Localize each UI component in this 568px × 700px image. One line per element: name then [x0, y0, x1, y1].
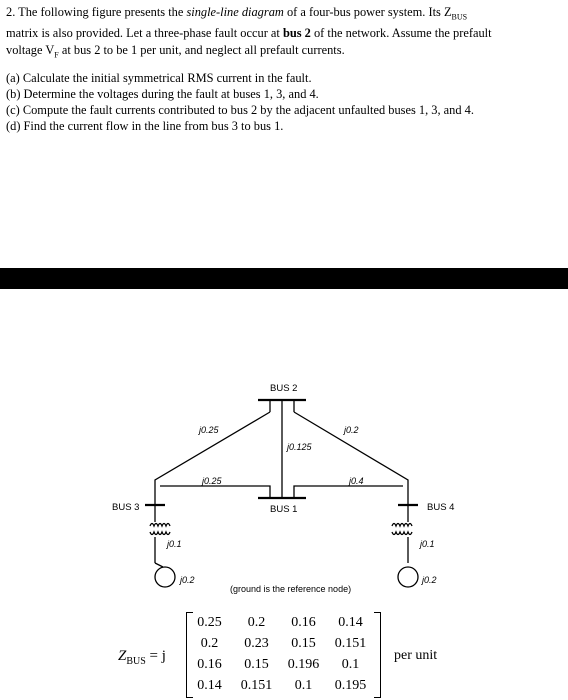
matrix-row-4: [186, 675, 374, 696]
matrix-cell: 0.15: [244, 656, 269, 672]
bus1-label: BUS 1: [270, 504, 298, 515]
bus4-generator-icon: [398, 567, 418, 587]
part-c: (c) Compute the fault currents contributed to bus 2 by the adjacent unfaulted buses 1, 3, and 4.: [6, 103, 474, 117]
matrix-row-2: [186, 633, 374, 654]
matrix-cell: 0.2: [247, 614, 266, 630]
matrix-row-1: [186, 612, 374, 633]
bus3-transformer-secondary: [150, 532, 170, 535]
z-bus2-bus1-label: j0.125: [287, 442, 312, 452]
ground-reference-note: (ground is the reference node): [230, 584, 352, 594]
bus-2-bold: bus 2: [282, 26, 311, 41]
z-bus1-bus4-label: j0.4: [349, 476, 364, 486]
part-d: (d) Find the current flow in the line from bus 3 to bus 1.: [6, 119, 284, 133]
problem-line-2: matrix is also provided. Let a three-phase fault occur at bus 2 of the network. Assume the prefault: [6, 26, 492, 41]
part-a: (a) Calculate the initial symmetrical RMS current in the fault.: [6, 71, 312, 85]
bus4-label: BUS 4: [427, 502, 455, 513]
zbus-label: $Z_{BUS} = j$: [118, 648, 166, 667]
problem-line-1: 2. The following figure presents the single-line diagram of a four-bus power system. Its $Z_{BUS}$: [6, 5, 468, 22]
x-generator-bus4-label: j0.2: [422, 575, 437, 585]
z-bus2-bus4-label: j0.2: [344, 425, 359, 435]
matrix-right-bracket: [374, 612, 381, 698]
z-bus3-bus2-label: j0.25: [199, 425, 219, 435]
bus4-transformer-secondary: [392, 532, 412, 535]
matrix-cell: 0.14: [338, 614, 363, 630]
zbus-matrix: [186, 612, 382, 696]
matrix-row-3: [186, 654, 374, 675]
matrix-cell: 0.1: [294, 677, 313, 693]
matrix-cell: 0.14: [197, 677, 222, 693]
matrix-cell: 0.151: [240, 677, 273, 693]
matrix-cell: 0.25: [197, 614, 222, 630]
z-bus3-bus1-label: j0.25: [202, 476, 222, 486]
matrix-cell: 0.195: [334, 677, 367, 693]
bus3-transformer-primary: [150, 524, 170, 527]
matrix-cell: 0.15: [291, 635, 316, 651]
line-bus1-bus4: [294, 486, 403, 498]
matrix-cell: 0.151: [334, 635, 367, 651]
matrix-cell: 0.2: [200, 635, 219, 651]
matrix-cell: 0.1: [341, 656, 360, 672]
matrix-cell: 0.16: [197, 656, 222, 672]
bus3-label: BUS 3: [112, 502, 140, 513]
matrix-cell: 0.196: [287, 656, 320, 672]
bus4-transformer-primary: [392, 524, 412, 527]
x-transformer-bus4-label: j0.1: [420, 539, 435, 549]
bus3-generator-icon: [155, 567, 175, 587]
part-b: (b) Determine the voltages during the fault at buses 1, 3, and 4.: [6, 87, 319, 101]
x-generator-bus3-label: j0.2: [180, 575, 195, 585]
line-bus1-bus3: [160, 486, 270, 498]
per-unit-label: per unit: [394, 648, 438, 663]
matrix-cell: 0.16: [291, 614, 316, 630]
matrix-cell: 0.23: [244, 635, 269, 651]
problem-line-3: voltage $V_F$ at bus 2 to be 1 per unit, and neglect all prefault currents.: [6, 43, 345, 60]
single-line-diagram-emphasis: single-line diagram: [186, 5, 284, 19]
bus3-gen-connector: [155, 563, 163, 567]
bus2-label: BUS 2: [270, 383, 298, 394]
x-transformer-bus3-label: j0.1: [167, 539, 182, 549]
